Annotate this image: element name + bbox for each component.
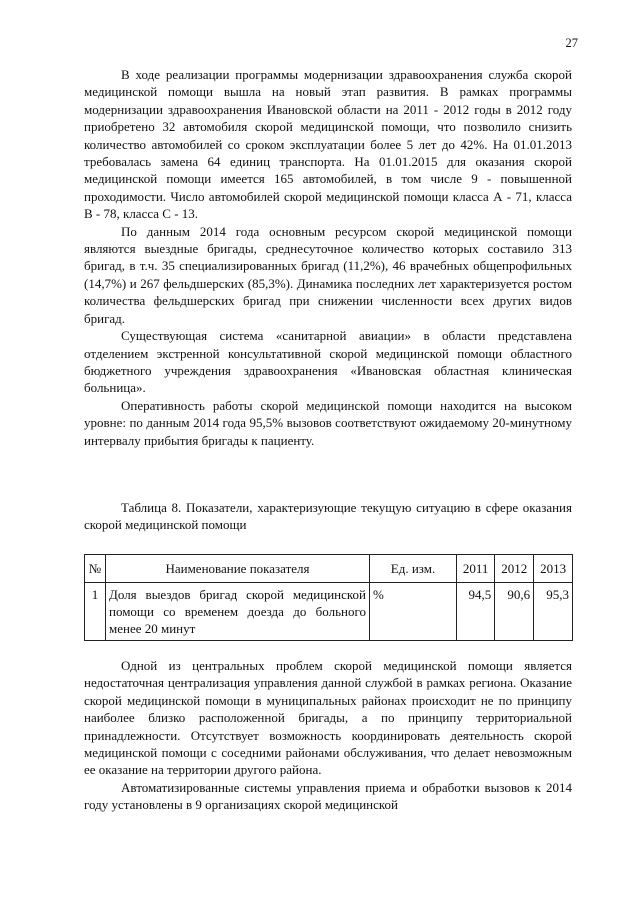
header-year-2011: 2011 [457,555,495,583]
table-header-row [85,555,573,583]
page-number: 27 [565,36,578,50]
header-year-2012: 2012 [495,555,534,583]
paragraph-efficiency: Оперативность работы скорой медицинской помощи находится на высоком уровне: по данным 2014 года 95,5% вызовов соответствуют ожидаемому 20-минутному интервалу прибытия бригады к пациенту. [84,397,572,448]
header-year-2013: 2013 [534,555,573,583]
cell-number: 1 [85,583,106,641]
table-caption-text: Таблица 8. Показатели, характеризующие текущую ситуацию в сфере оказания скорой медицинской помощи [84,500,572,533]
cell-value-2012: 90,6 [495,583,534,641]
cell-value-2013: 95,3 [534,583,573,641]
header-number: № [85,555,106,583]
body-text-bottom [84,657,572,814]
paragraph-automation: Автоматизированные системы управления приема и обработки вызовов к 2014 году установлены в 9 организациях скорой медицинской [84,779,572,813]
cell-unit: % [370,583,457,641]
indicators-table [84,554,573,641]
cell-value-2011: 94,5 [457,583,495,641]
paragraph-centralization: Одной из центральных проблем скорой медицинской помощи является недостаточная централизация управления данной службой в рамках региона. Оказание скорой медицинской помощи в муниципальных районах происходит не по принципу наиболее близко расположенной бригады, а по принципу территориальной принадлежности. Отсутствует возможность координировать деятельность скорой медицинской помощи с соседними районами обслуживания, что делает невозможным ее оказание на территории другого района. [84,658,572,778]
paragraph-brigades: По данным 2014 года основным ресурсом скорой медицинской помощи являются выездные бригады, среднесуточное количество которых составило 313 бригад, в т.ч. 35 специализированных бригад (11,2%), 46 врачебных общепрофильных (14,7%) и 267 фельдшерских (85,3%). Динамика последних лет характеризуется ростом количества фельдшерских бригад при снижении численности всех других видов бригад. [84,223,572,326]
paragraph-sanitary-aviation: Существующая система «санитарной авиации» в области представлена отделением экстренной консультативной скорой медицинской помощи областного бюджетного учреждения здравоохранения «Ивановская областная клиническая больница». [84,328,572,396]
table-row [85,583,573,641]
paragraph-modernization: В ходе реализации программы модернизации здравоохранения служба скорой медицинской помощи вышла на новый этап развития. В рамках программы модернизации здравоохранения Ивановской области на 2011 - 2012 годы в 2012 году приобретено 32 автомобиля скорой медицинской помощи, что позволило снизить количество автомобилей со сроком эксплуатации более 5 лет до 42%. На 01.01.2013 требовалась замена 64 единиц транспорта. На 01.01.2015 для оказания скорой медицинской помощи имеется 165 автомобилей, в том числе 9 - повышенной проходимости. Число автомобилей скорой медицинской помощи класса А - 71, класса В - 78, класса С - 13. [84,67,572,222]
body-text-top [84,66,572,449]
table-caption [84,499,572,534]
cell-indicator-name: Доля выездов бригад скорой медицинской помощи со временем доезда до больного менее 20 минут [106,583,370,641]
header-unit: Ед. изм. [370,555,457,583]
header-indicator-name: Наименование показателя [106,555,370,583]
